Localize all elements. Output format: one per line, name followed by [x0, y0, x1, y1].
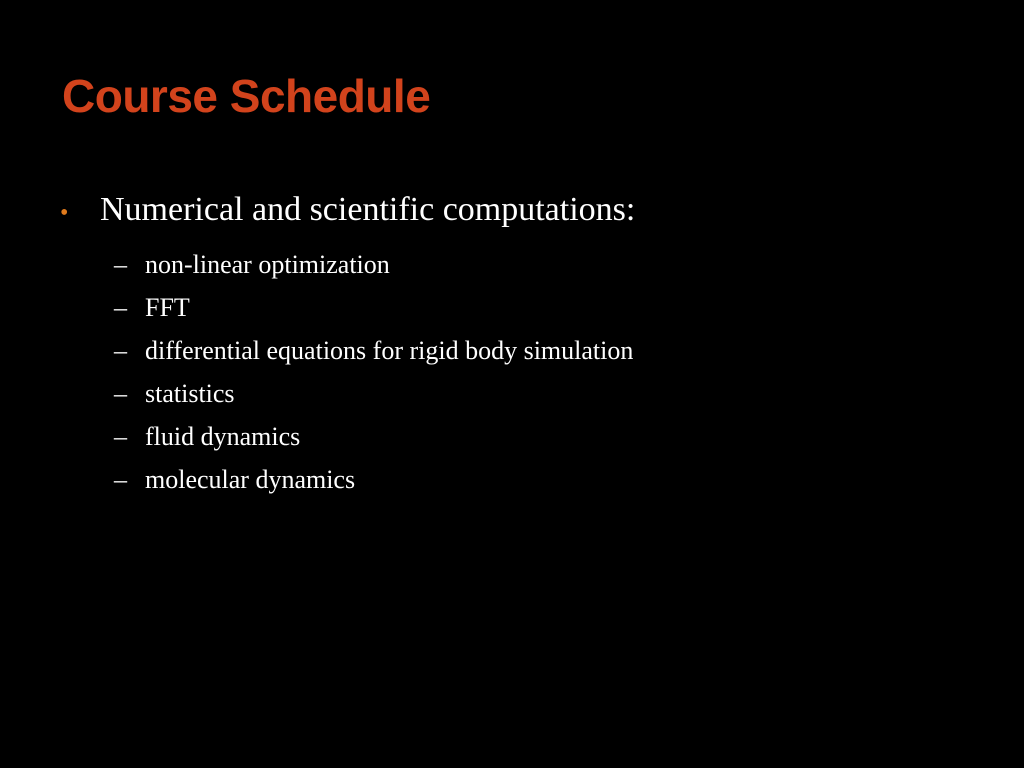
dash-icon: – [114, 336, 127, 365]
sub-item-statistics [114, 372, 990, 415]
sub-item-differential-equations [114, 329, 990, 372]
sub-item-text: molecular dynamics [145, 465, 356, 494]
sub-item-text: fluid dynamics [145, 422, 301, 451]
slide-title: Course Schedule [62, 70, 431, 122]
sub-item-text: differential equations for rigid body simulation [145, 336, 634, 365]
main-bullet [60, 186, 990, 236]
bullet-block [60, 186, 990, 501]
dash-icon: – [114, 379, 127, 408]
dash-icon: – [114, 465, 127, 494]
dash-icon: – [114, 293, 127, 322]
sub-item-text: statistics [145, 379, 235, 408]
sub-item-fluid-dynamics [114, 415, 990, 458]
bullet-icon: • [60, 200, 69, 226]
sub-item-text: non-linear optimization [145, 250, 390, 279]
sub-item-text: FFT [145, 293, 190, 322]
sub-item-nonlinear-optimization [114, 243, 990, 286]
sub-list [60, 243, 990, 501]
main-bullet-text: Numerical and scientific computations: [100, 191, 636, 228]
dash-icon: – [114, 250, 127, 279]
dash-icon: – [114, 422, 127, 451]
sub-item-fft [114, 286, 990, 329]
sub-item-molecular-dynamics [114, 458, 990, 501]
